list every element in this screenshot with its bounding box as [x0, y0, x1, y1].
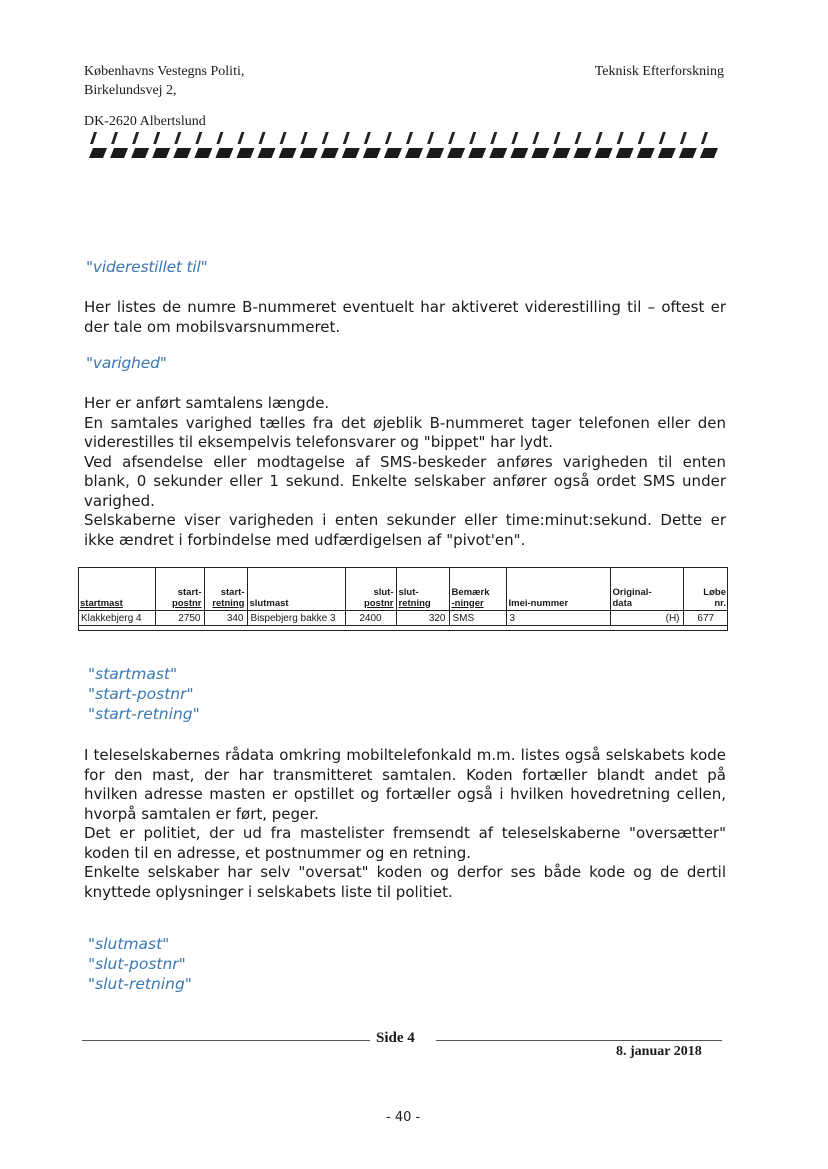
stripe-bold	[215, 148, 233, 158]
org-line-3: DK-2620 Albertslund	[84, 114, 206, 129]
paragraph-varighed	[84, 394, 726, 550]
stripe-thin	[701, 132, 708, 144]
col-header-imei: Imei-nummer	[506, 567, 610, 610]
stripe-bold	[258, 148, 276, 158]
col-header-bemaerkninger: Bemærk -ninger	[449, 567, 506, 610]
stripe-thin	[385, 132, 392, 144]
stripe-bold	[321, 148, 339, 158]
varighed-text-1: Her er anført samtalens længde.	[84, 394, 330, 412]
cell-start-retning: 340	[204, 610, 247, 625]
stripe-thin	[596, 132, 603, 144]
stripe-bold	[405, 148, 423, 158]
mast-text-2: Det er politiet, der ud fra mastelister fremsendt af teleselskaberne "oversætter" koden til en adresse, et postnummer og en retning.	[84, 824, 726, 862]
label-startmast: "startmast"	[88, 665, 178, 683]
col-header-originaldata: Original- data	[610, 567, 683, 610]
stripe-thin	[638, 132, 645, 144]
stripe-thin	[237, 132, 244, 144]
cell-startmast: Klakkebjerg 4	[78, 610, 155, 625]
stripe-thin	[216, 132, 223, 144]
section-title-viderestillet: "viderestillet til"	[86, 258, 208, 276]
stripe-bold	[595, 148, 613, 158]
stripe-bold	[531, 148, 549, 158]
mast-text-3: Enkelte selskaber har selv "oversat" koden og derfor ses både kode og de dertil knyttede oplysninger i selskabets liste til politiet.	[84, 863, 726, 901]
section-labels-start	[88, 664, 200, 724]
viderestillet-text: Her listes de numre B-nummeret eventuelt har aktiveret viderestilling til – oftest er der tale om mobilsvarsnummeret.	[84, 298, 726, 336]
organization-address	[84, 62, 244, 100]
stripe-thin	[511, 132, 518, 144]
stripe-bold	[637, 148, 655, 158]
label-slut-postnr: "slut-postnr"	[88, 955, 186, 973]
varighed-text-4: Selskaberne viser varigheden i enten sekunder eller time:minut:sekund. Dette er ikke ændret i forbindelse med udfærdigelsen af "pivot'en".	[84, 511, 726, 549]
paragraph-viderestillet	[84, 298, 726, 337]
label-start-postnr: "start-postnr"	[88, 685, 194, 703]
stripe-thin	[195, 132, 202, 144]
stripe-bold	[468, 148, 486, 158]
stripe-bold	[300, 148, 318, 158]
stripe-thin	[259, 132, 266, 144]
stripe-bold	[510, 148, 528, 158]
cell-imei: 3	[506, 610, 610, 625]
header-stripe-band	[86, 130, 718, 160]
stripe-thin	[322, 132, 329, 144]
stripe-bold	[700, 148, 718, 158]
stripe-thin	[406, 132, 413, 144]
stripe-bold	[679, 148, 697, 158]
stripe-bold	[489, 148, 507, 158]
label-start-retning: "start-retning"	[88, 705, 200, 723]
stripe-bold	[173, 148, 191, 158]
stripe-bold	[363, 148, 381, 158]
stripe-bold	[131, 148, 149, 158]
stripe-thin	[427, 132, 434, 144]
stripe-thin	[448, 132, 455, 144]
stripe-bold	[89, 148, 107, 158]
stripe-thin	[617, 132, 624, 144]
cell-slutmast: Bispebjerg bakke 3	[247, 610, 345, 625]
footer-rule-right	[436, 1040, 722, 1041]
stripe-bold	[384, 148, 402, 158]
call-record-table	[78, 567, 728, 626]
stripe-thin	[575, 132, 582, 144]
stripe-thin	[132, 132, 139, 144]
stripe-thin	[680, 132, 687, 144]
stripe-bold	[194, 148, 212, 158]
stripe-bold	[616, 148, 634, 158]
stripe-thin	[490, 132, 497, 144]
stripe-bold	[552, 148, 570, 158]
org-line-1: Københavns Vestegns Politi,	[84, 64, 245, 79]
cell-slut-postnr: 2400	[345, 610, 396, 625]
stripe-bold	[574, 148, 592, 158]
col-header-start-postnr: start- postnr	[155, 567, 204, 610]
stripe-bold	[152, 148, 170, 158]
col-header-start-retning: start- retning	[204, 567, 247, 610]
cell-lobenr: 677	[683, 610, 728, 625]
footer-rule-left	[82, 1040, 370, 1041]
stripe-bold	[658, 148, 676, 158]
label-slut-retning: "slut-retning"	[88, 975, 192, 993]
stripe-thin	[111, 132, 118, 144]
stripe-bold	[447, 148, 465, 158]
table-header-row	[78, 567, 728, 610]
col-header-startmast: startmast	[78, 567, 155, 610]
col-header-slutmast: slutmast	[247, 567, 345, 610]
section-title-varighed: "varighed"	[86, 354, 167, 372]
cell-start-postnr: 2750	[155, 610, 204, 625]
stripe-bold	[426, 148, 444, 158]
section-labels-slut	[88, 934, 192, 994]
department-name: Teknisk Efterforskning	[594, 64, 724, 79]
org-line-2: Birkelundsvej 2,	[84, 83, 177, 98]
stripe-thin	[364, 132, 371, 144]
stripe-thin	[280, 132, 287, 144]
stripe-thin	[301, 132, 308, 144]
col-header-slut-postnr: slut- postnr	[345, 567, 396, 610]
cell-bemaerkninger: SMS	[449, 610, 506, 625]
cell-originaldata: (H)	[610, 610, 683, 625]
col-header-lobenr: Løbe nr.	[703, 586, 726, 609]
stripe-thin	[532, 132, 539, 144]
stripe-bold	[342, 148, 360, 158]
stripe-thin	[469, 132, 476, 144]
stripe-bold	[236, 148, 254, 158]
page-number: - 40 -	[386, 1110, 421, 1125]
col-header-slut-retning: slut- retning	[396, 567, 449, 610]
cell-slut-retning: 320	[396, 610, 449, 625]
stripe-thin	[90, 132, 97, 144]
stripe-thin	[174, 132, 181, 144]
stripe-bold	[110, 148, 128, 158]
varighed-text-3: Ved afsendelse eller modtagelse af SMS-beskeder anføres varigheden til enten blank, 0 sekunder eller 1 sekund. Enkelte selskaber anfører også ordet SMS under varighed.	[84, 452, 726, 510]
label-slutmast: "slutmast"	[88, 935, 170, 953]
stripe-thin	[553, 132, 560, 144]
mast-text-1: I teleselskabernes rådata omkring mobiltelefonkald m.m. listes også selskabets kode for den mast, der har transmitteret samtalen. Koden fortæller blandt andet på hvilken adresse masten er opstillet og fortæller også i hvilken hovedretning cellen, hvorpå samtalen er ført, peger.	[84, 746, 726, 823]
table-row	[78, 610, 728, 625]
footer-date: 8. januar 2018	[616, 1044, 702, 1059]
stripe-bold	[279, 148, 297, 158]
footer-side-label: Side 4	[376, 1030, 415, 1046]
stripe-thin	[343, 132, 350, 144]
stripe-thin	[659, 132, 666, 144]
paragraph-mast	[84, 746, 726, 902]
varighed-text-2: En samtales varighed tælles fra det øjeblik B-nummeret tager telefonen eller den viderestilles til eksempelvis telefonsvarer og "bippet" har lydt.	[84, 413, 726, 451]
stripe-thin	[153, 132, 160, 144]
